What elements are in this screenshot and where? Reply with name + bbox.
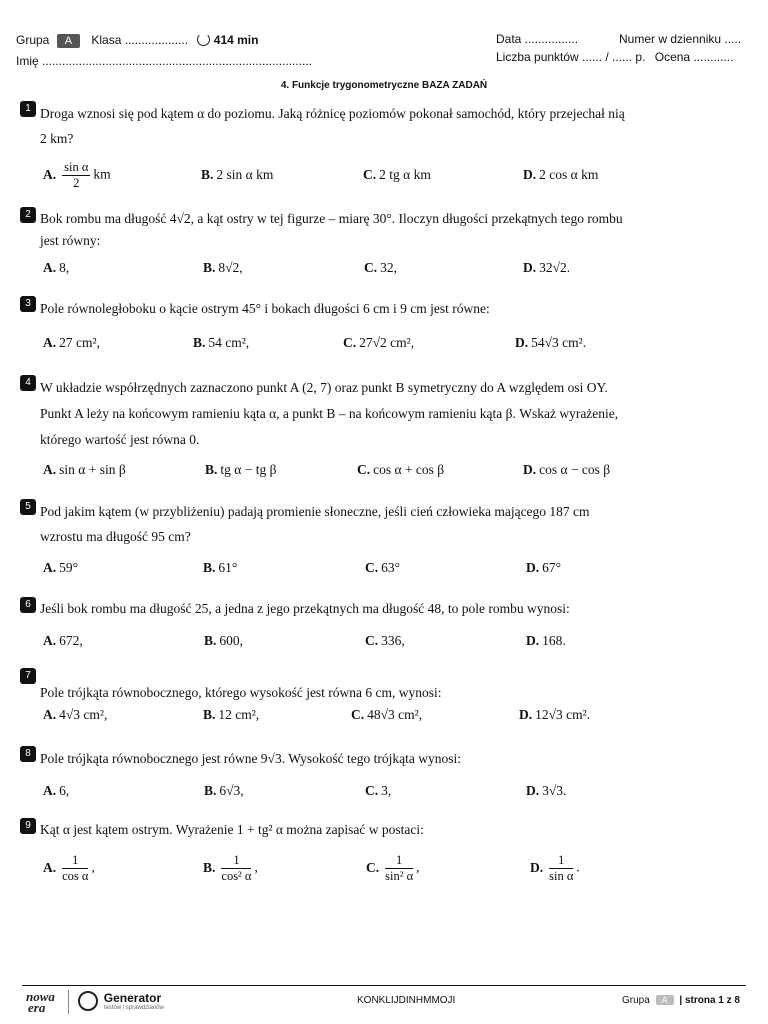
answer-a: A. 4√3 cm², xyxy=(43,707,108,722)
question-text: Pole równoległoboku o kącie ostrym 45° i bokach długości 6 cm i 9 cm jest równe: xyxy=(40,301,490,316)
answer-d: D. 2 cos α km xyxy=(523,167,599,182)
answer-d: D. 168. xyxy=(526,633,566,648)
question-number: 7 xyxy=(20,668,36,684)
question-text: Bok rombu ma długość 4√2, a kąt ostry w tej figurze – miarę 30°. Iloczyn długości przekątnych tego rombu jest równy: xyxy=(40,211,623,248)
timer-icon xyxy=(197,33,210,46)
answer-b: B. 600, xyxy=(204,633,244,648)
answer-d: D. 67° xyxy=(526,560,562,575)
answer-b: B. tg α − tg β xyxy=(205,462,277,477)
answer-c: C. 2 tg α km xyxy=(363,167,431,182)
logo-separator xyxy=(68,990,69,1014)
question-number: 3 xyxy=(20,296,36,312)
answer-c: C. cos α + cos β xyxy=(357,462,445,477)
answer-a: A. sin α + sin β xyxy=(43,462,126,477)
question-text: Droga wznosi się pod kątem α do poziomu. Jaką różnicę poziomów pokonał samochód, który przejechał nią 2 km? xyxy=(40,106,625,146)
generator-icon xyxy=(78,991,98,1011)
question-text: Pod jakim kątem (w przybliżeniu) padają promienie słoneczne, jeśli cień człowieka mającego 187 cm wzrostu ma długość 95 cm? xyxy=(40,504,590,544)
points-field: Liczba punktów ...... / ...... p. xyxy=(496,50,646,64)
answer-b: B. 12 cm², xyxy=(203,707,260,722)
generator-logo: Generator testów i sprawdzianów xyxy=(78,991,164,1014)
question-number: 8 xyxy=(20,746,36,762)
group-badge: A xyxy=(57,34,80,48)
question-text: Pole trójkąta równobocznego jest równe 9√3. Wysokość tego trójkąta wynosi: xyxy=(40,751,462,766)
nowa-era-logo: nowa era xyxy=(26,989,55,1015)
answer-d: D. 54√3 cm². xyxy=(515,335,587,350)
question-number: 6 xyxy=(20,597,36,613)
register-number-field: Numer w dzienniku ..... xyxy=(619,32,742,46)
class-field: Klasa ................... xyxy=(91,33,189,47)
answer-c: C. 48√3 cm², xyxy=(351,707,423,722)
answer-c: C. 3, xyxy=(365,783,392,798)
question-number: 9 xyxy=(20,818,36,834)
answer-a: A. $\frac{\text{sin α}}{2}$ km xyxy=(43,160,111,190)
page-number: | strona 1 z 8 xyxy=(679,995,740,1006)
answer-d: D. 3√3. xyxy=(526,783,567,798)
name-field: Imię ................................................................................. xyxy=(16,54,313,68)
footer-divider xyxy=(22,985,746,986)
question-number: 2 xyxy=(20,207,36,223)
answer-d: D. $\frac{1}{\text{sin α}}$ . xyxy=(530,853,580,883)
question-number: 5 xyxy=(20,499,36,515)
question-text: W układzie współrzędnych zaznaczono punkt A (2, 7) oraz punkt B symetryczny do A względem osi OY. Punkt A leży na końcowym ramieniu kąta α, a punkt B – na końcowym ramieniu kąta β. Wskaż wyrażenie, którego wartość jest równa 0. xyxy=(40,380,619,447)
answer-b: B. 61° xyxy=(203,560,238,575)
footer-page-info: Grupa A | strona 1 z 8 xyxy=(622,995,740,1006)
answer-a: A. 8, xyxy=(43,260,70,275)
answer-a: A. 672, xyxy=(43,633,83,648)
page-title: 4. Funkcje trygonometryczne BAZA ZADAŃ xyxy=(280,80,488,91)
answer-d: D. 12√3 cm². xyxy=(519,707,591,722)
question-text: Kąt α jest kątem ostrym. Wyrażenie 1 + tg² α można zapisać w postaci: xyxy=(40,822,424,837)
question-number: 4 xyxy=(20,375,36,391)
answer-d: D. 32√2. xyxy=(523,260,571,275)
question-number: 1 xyxy=(20,101,36,117)
question-text: Pole trójkąta równobocznego, którego wysokość jest równa 6 cm, wynosi: xyxy=(40,685,442,700)
group-label: Grupa xyxy=(16,33,50,47)
answer-b: B. 2 sin α km xyxy=(201,167,274,182)
test-code: KONKLIJDINHMMOJI xyxy=(357,995,456,1006)
answer-a: A. 6, xyxy=(43,783,70,798)
answer-a: A. $\frac{1}{\text{cos α}}$ , xyxy=(43,853,95,883)
answer-c: C. 32, xyxy=(364,260,397,275)
answer-d: D. cos α − cos β xyxy=(523,462,611,477)
answer-c: C. 27√2 cm², xyxy=(343,335,415,350)
grade-field: Ocena ............ xyxy=(654,50,734,64)
answer-b: B. 8√2, xyxy=(203,260,243,275)
points-grade-row xyxy=(496,50,733,64)
group-field xyxy=(16,33,258,48)
answer-b: B. $\frac{1}{\text{cos² α}}$ , xyxy=(203,853,258,883)
question-text: Jeśli bok rombu ma długość 25, a jedna z jego przekątnych ma długość 48, to pole rombu wynosi: xyxy=(40,601,570,616)
answer-b: B. 54 cm², xyxy=(193,335,250,350)
time-limit: 414 min xyxy=(213,33,259,47)
answer-a: A. 59° xyxy=(43,560,79,575)
answer-c: C. $\frac{1}{\text{sin² α}}$ , xyxy=(366,853,420,883)
answer-c: C. 63° xyxy=(365,560,401,575)
answer-c: C. 336, xyxy=(365,633,405,648)
answer-a: A. 27 cm², xyxy=(43,335,100,350)
answer-b: B. 6√3, xyxy=(204,783,244,798)
group-badge: A xyxy=(656,995,674,1005)
date-field: Data ................ xyxy=(496,32,579,46)
